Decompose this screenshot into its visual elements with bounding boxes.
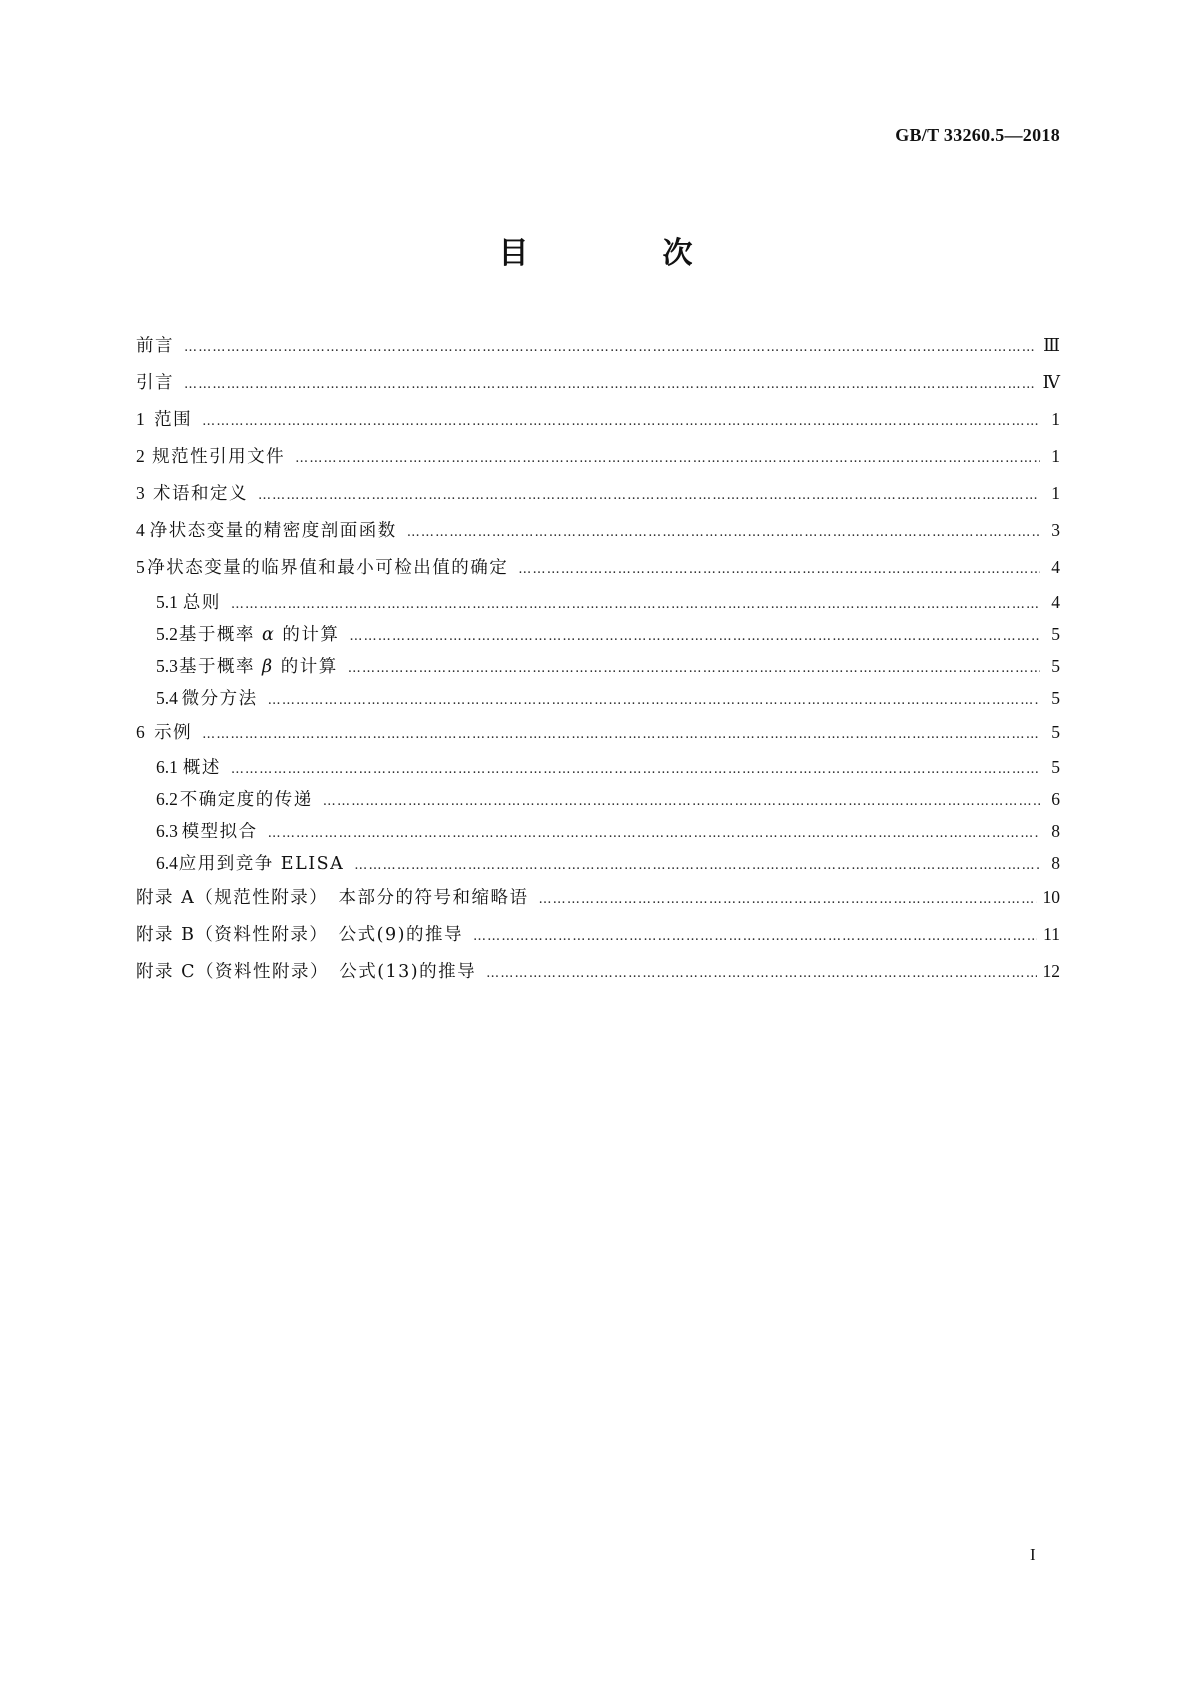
toc-entry-introduction[interactable] (136, 364, 1060, 401)
dot-leader (231, 589, 1040, 621)
toc-entry-label: 附录 A（规范性附录） 本部分的符号和缩略语 (136, 888, 529, 908)
toc-entry-label: 应用到竞争 ELISA (178, 854, 345, 874)
toc-entry-page: 6 (1051, 789, 1060, 809)
dot-leader (473, 918, 1037, 955)
toc-entry-page: 1 (1051, 446, 1060, 466)
beta-symbol: β (262, 657, 274, 677)
page-title: 目 次 (498, 236, 745, 271)
toc-entry-3[interactable] (136, 475, 1060, 512)
toc-entry-5-2[interactable] (136, 618, 1060, 650)
toc-entry-page: 10 (1042, 887, 1060, 907)
toc-entry-number: 1 (136, 409, 145, 429)
toc-entry-number: 6.3 (156, 821, 178, 841)
toc-entry-page: 4 (1051, 557, 1060, 577)
dot-leader (407, 514, 1040, 551)
toc-entry-number: 5 (136, 557, 145, 577)
toc-entry-label: 不确定度的传递 (179, 790, 313, 810)
toc-entry-label: 附录 B（资料性附录） 公式(9)的推导 (136, 925, 463, 945)
toc-entry-annex-c[interactable] (136, 953, 1060, 990)
toc-entry-label: 附录 C（资料性附录） 公式(13)的推导 (136, 962, 477, 982)
toc-entry-label: 净状态变量的精密度剖面函数 (149, 521, 397, 541)
dot-leader (202, 716, 1040, 753)
toc-entry-6-4[interactable] (136, 847, 1060, 879)
dot-leader (231, 754, 1040, 786)
toc-entry-number: 6 (136, 722, 145, 742)
toc-entry-label (179, 619, 339, 651)
dot-leader (268, 685, 1040, 717)
toc-entry-2[interactable] (136, 438, 1060, 475)
toc-entry-1[interactable] (136, 401, 1060, 438)
toc-entry-label: 概述 (182, 758, 221, 778)
toc-entry-label: 规范性引用文件 (152, 447, 286, 467)
toc-entry-6-3[interactable] (136, 815, 1060, 847)
toc-entry-number: 5.4 (156, 688, 178, 708)
toc-entry-label: 总则 (182, 593, 221, 613)
dot-leader (518, 551, 1040, 588)
label-text: 基于概率 (178, 625, 255, 645)
toc-entry-number: 5.2 (156, 624, 178, 644)
dot-leader (354, 850, 1040, 882)
toc-entry-number: 3 (136, 483, 145, 503)
toc-entry-label: 净状态变量的临界值和最小可检出值的确定 (147, 558, 509, 578)
dot-leader (538, 881, 1036, 918)
toc-entry-page: 8 (1051, 853, 1060, 873)
table-of-contents (136, 327, 1060, 990)
label-text: 的计算 (280, 657, 338, 677)
toc-entry-label: 微分方法 (181, 689, 258, 709)
dot-leader (184, 366, 1037, 403)
toc-entry-page: 5 (1051, 757, 1060, 777)
toc-entry-label: 模型拟合 (181, 822, 258, 842)
alpha-symbol: α (261, 625, 276, 645)
toc-entry-label: 示例 (154, 723, 193, 743)
dot-leader (295, 440, 1040, 477)
page-number: I (1030, 1545, 1036, 1564)
dot-leader (486, 955, 1036, 992)
toc-entry-6[interactable] (136, 714, 1060, 751)
dot-leader (258, 477, 1040, 514)
toc-entry-number: 6.1 (156, 757, 178, 777)
toc-entry-number: 2 (136, 446, 145, 466)
toc-entry-label: 术语和定义 (152, 484, 248, 504)
dot-leader (268, 818, 1040, 850)
toc-entry-label: 前言 (136, 336, 174, 356)
dot-leader (323, 786, 1040, 818)
toc-entry-foreword[interactable] (136, 327, 1060, 364)
toc-entry-page: 3 (1051, 520, 1060, 540)
toc-entry-label (179, 651, 338, 683)
dot-leader (348, 653, 1040, 685)
toc-entry-page: 1 (1051, 483, 1060, 503)
toc-entry-page: 5 (1051, 722, 1060, 742)
toc-entry-number: 6.4 (156, 853, 178, 873)
toc-entry-annex-b[interactable] (136, 916, 1060, 953)
toc-entry-6-1[interactable] (136, 751, 1060, 783)
toc-entry-number: 5.3 (156, 656, 178, 676)
toc-entry-6-2[interactable] (136, 783, 1060, 815)
toc-entry-annex-a[interactable] (136, 879, 1060, 916)
toc-entry-label: 引言 (136, 373, 174, 393)
toc-entry-page: 11 (1043, 924, 1060, 944)
label-text: 的计算 (282, 625, 340, 645)
toc-entry-number: 6.2 (156, 789, 178, 809)
dot-leader (184, 329, 1037, 366)
toc-entry-5[interactable] (136, 549, 1060, 586)
toc-entry-5-1[interactable] (136, 586, 1060, 618)
toc-entry-page: 4 (1051, 592, 1060, 612)
toc-entry-4[interactable] (136, 512, 1060, 549)
label-text: 基于概率 (178, 657, 255, 677)
standard-code: GB/T 33260.5—2018 (895, 125, 1060, 145)
toc-entry-page: 8 (1051, 821, 1060, 841)
toc-entry-page: Ⅲ (1043, 335, 1060, 355)
toc-entry-page: 5 (1051, 656, 1060, 676)
dot-leader (202, 403, 1040, 440)
toc-entry-5-3[interactable] (136, 650, 1060, 682)
toc-entry-number: 4 (136, 520, 145, 540)
toc-entry-5-4[interactable] (136, 682, 1060, 714)
toc-entry-page: 5 (1051, 624, 1060, 644)
toc-entry-number: 5.1 (156, 592, 178, 612)
toc-entry-label: 范围 (154, 410, 193, 430)
toc-entry-page: 12 (1042, 961, 1060, 981)
dot-leader (349, 621, 1040, 653)
toc-entry-page: 1 (1051, 409, 1060, 429)
toc-entry-page: 5 (1051, 688, 1060, 708)
toc-entry-page: Ⅳ (1042, 372, 1060, 392)
